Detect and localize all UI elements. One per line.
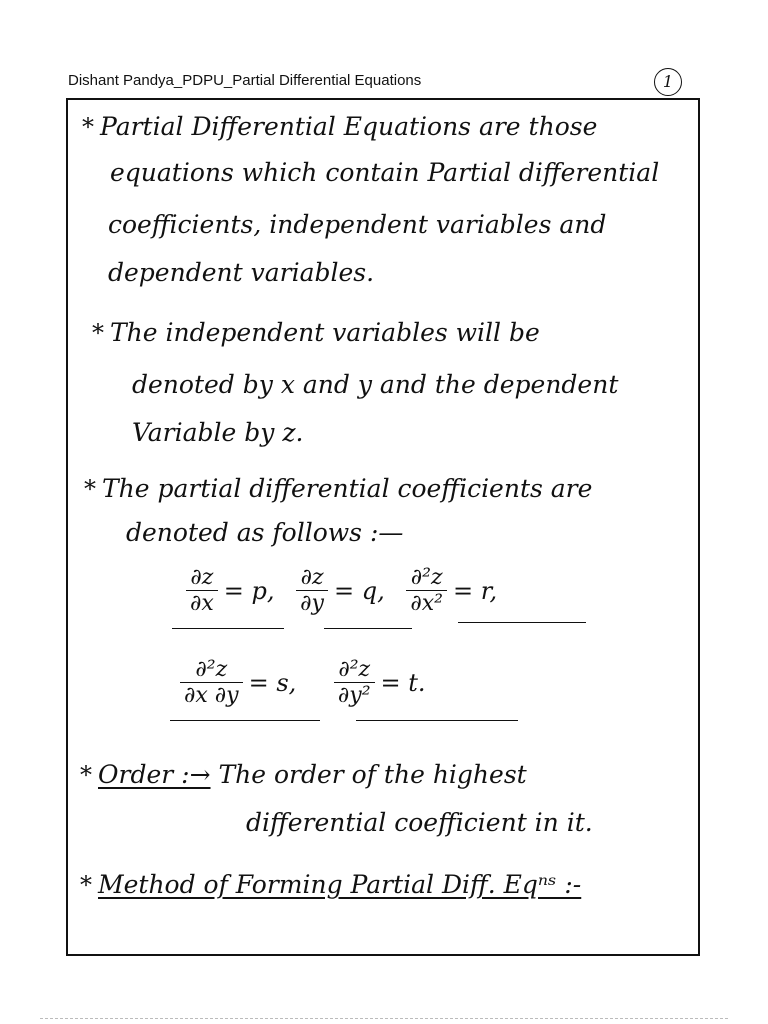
method-heading: Method of Forming Partial Diff. Eqⁿˢ :-: [98, 870, 582, 899]
page-number-circle: 1: [654, 68, 682, 96]
eq-dz-dx: $\frac{\partial z}{\partial x}$ = p,: [186, 565, 275, 617]
order-text-1: The order of the highest: [218, 760, 527, 789]
eq-dz-dy: $\frac{\partial z}{\partial y}$ = q,: [296, 565, 385, 617]
bullet-asterisk: *: [92, 319, 104, 347]
eq-d2z-dxdy: $\frac{\text{∂²z}}{\partial x \partial y}$ = s,: [180, 657, 296, 709]
underline-rule: [458, 622, 586, 623]
p2-line-1: [92, 318, 540, 347]
p1-line-1: [82, 112, 597, 141]
equation-row-1: [186, 562, 511, 617]
eq-d2z-dx2: $\frac{\text{∂²z}}{\text{∂x²}}$ = r,: [406, 565, 497, 617]
underline-rule: [356, 720, 518, 721]
page-bottom-divider: [40, 1018, 728, 1019]
p1-line-3: coefficients, independent variables and: [108, 210, 607, 239]
p2-line-2: denoted by x and y and the dependent: [132, 370, 619, 399]
method-line: [80, 870, 581, 899]
bullet-asterisk: *: [84, 475, 96, 503]
p1-line-1-text: Partial Differential Equations are those: [100, 112, 598, 141]
fraction: $\frac{\text{∂²z}}{\text{∂y²}}$: [334, 657, 375, 709]
bullet-asterisk: *: [80, 761, 92, 789]
bullet-asterisk: *: [80, 871, 92, 899]
underline-rule: [172, 628, 284, 629]
fraction: $\frac{\partial z}{\partial y}$: [296, 565, 328, 617]
p3-line-1: [84, 474, 592, 503]
fraction: $\frac{\partial z}{\partial x}$: [186, 565, 218, 617]
underline-rule: [324, 628, 412, 629]
underline-rule: [170, 720, 320, 721]
fraction: $\frac{\text{∂²z}}{\text{∂x²}}$: [406, 565, 447, 617]
eq-d2z-dy2: $\frac{\text{∂²z}}{\text{∂y²}}$ = t.: [334, 657, 426, 709]
order-label: Order :→: [98, 760, 211, 789]
p3-line-1-text: The partial differential coefficients are: [102, 474, 593, 503]
equation-row-2: [180, 654, 440, 709]
p2-line-3: Variable by z.: [132, 418, 304, 447]
p1-line-2: equations which contain Partial differential: [110, 158, 660, 187]
order-line-2: differential coefficient in it.: [246, 808, 593, 837]
p2-line-1-text: The independent variables will be: [110, 318, 540, 347]
bullet-asterisk: *: [82, 113, 94, 141]
document-header-title: Dishant Pandya_PDPU_Partial Differential Equations: [68, 72, 422, 89]
p3-line-2: denoted as follows :—: [126, 518, 404, 547]
fraction: $\frac{\text{∂²z}}{\partial x \partial y}$: [180, 657, 243, 709]
order-line-1: [80, 760, 527, 789]
p1-line-4: dependent variables.: [108, 258, 375, 287]
